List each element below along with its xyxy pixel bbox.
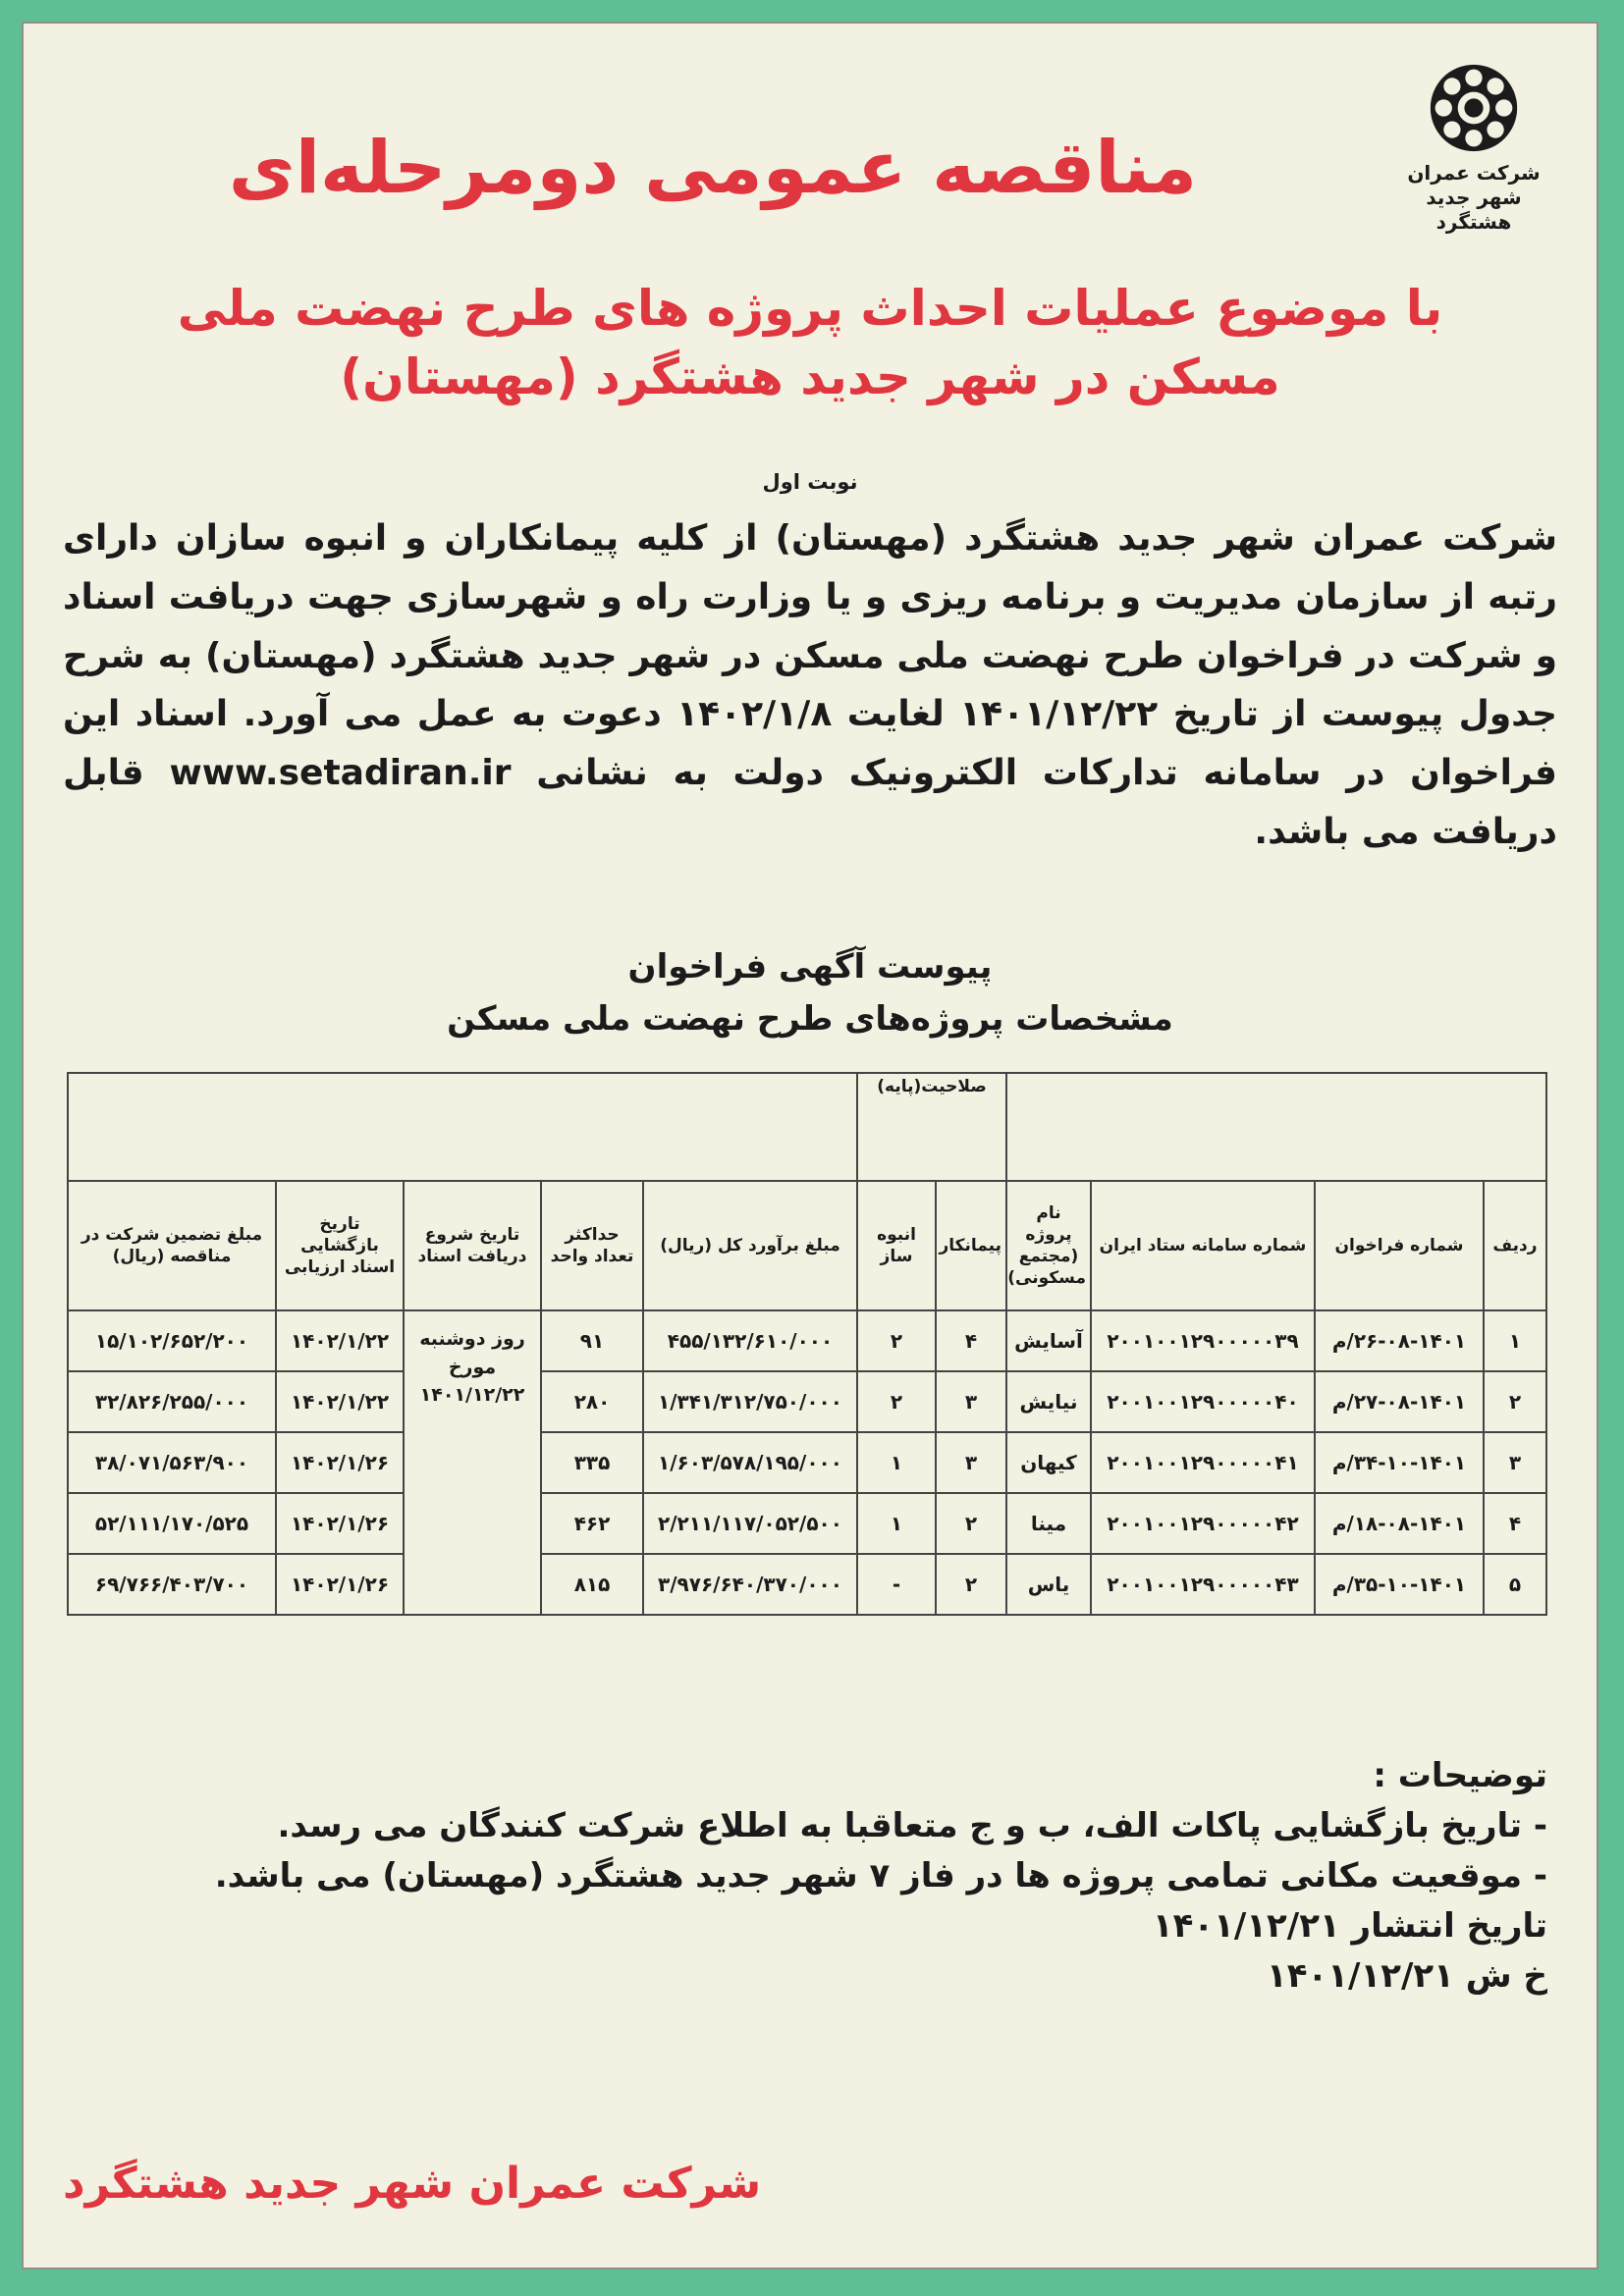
website-link[interactable]: www.setadiran.ir bbox=[169, 753, 512, 793]
estimate-amount: ۴۵۵/۱۳۲/۶۱۰/۰۰۰ bbox=[643, 1310, 857, 1371]
opening-date: ۱۴۰۲/۱/۲۶ bbox=[276, 1432, 404, 1493]
table-row bbox=[68, 1493, 1546, 1554]
annex-heading bbox=[24, 941, 1597, 1044]
qualification-group-header: صلاحیت(پایه) bbox=[857, 1073, 1006, 1181]
header-spacer bbox=[1006, 1073, 1546, 1181]
row-no: ۵ bbox=[1484, 1554, 1546, 1615]
body-tail: قابل دریافت می باشد. bbox=[63, 753, 1557, 852]
projects-table bbox=[67, 1072, 1547, 1616]
note-item: - تاریخ بازگشایی پاکات الف، ب و ج متعاقبا به اطلاع شرکت کنندگان می رسد. bbox=[277, 1806, 1547, 1845]
estimate-amount: ۲/۲۱۱/۱۱۷/۰۵۲/۵۰۰ bbox=[643, 1493, 857, 1554]
developer-grade: ۱ bbox=[857, 1432, 936, 1493]
row-no: ۱ bbox=[1484, 1310, 1546, 1371]
developer-grade: - bbox=[857, 1554, 936, 1615]
contractor-grade: ۴ bbox=[936, 1310, 1006, 1371]
contractor-grade: ۳ bbox=[936, 1432, 1006, 1493]
col-contractor: پیمانکار bbox=[936, 1181, 1006, 1310]
notice-page bbox=[22, 22, 1598, 2269]
subtitle-line-1: با موضوع عملیات احداث پروژه های طرح نهضت ملی bbox=[177, 280, 1443, 337]
col-guarantee: مبلغ تضمین شرکت در مناقصه (ریال) bbox=[68, 1181, 276, 1310]
guarantee-amount: ۶۹/۷۶۶/۴۰۳/۷۰۰ bbox=[68, 1554, 276, 1615]
call-no: ۲۷-۰۸-۱۴۰۱/م bbox=[1315, 1371, 1484, 1432]
round-label: نوبت اول bbox=[762, 470, 858, 494]
call-no: ۱۸-۰۸-۱۴۰۱/م bbox=[1315, 1493, 1484, 1554]
col-estimate: مبلغ برآورد کل (ریال) bbox=[643, 1181, 857, 1310]
col-project: نام پروژه (مجتمع مسکونی) bbox=[1006, 1181, 1091, 1310]
estimate-amount: ۱/۳۴۱/۳۱۲/۷۵۰/۰۰۰ bbox=[643, 1371, 857, 1432]
setad-no: ۲۰۰۱۰۰۱۲۹۰۰۰۰۰۴۲ bbox=[1091, 1493, 1315, 1554]
company-signature: شرکت عمران شهر جدید هشتگرد bbox=[63, 2159, 762, 2209]
developer-grade: ۲ bbox=[857, 1371, 936, 1432]
project-name: مینا bbox=[1006, 1493, 1091, 1554]
call-no: ۳۵-۱۰-۱۴۰۱/م bbox=[1315, 1554, 1484, 1615]
header-spacer bbox=[68, 1073, 857, 1181]
opening-date: ۱۴۰۲/۱/۲۲ bbox=[276, 1371, 404, 1432]
estimate-amount: ۱/۶۰۳/۵۷۸/۱۹۵/۰۰۰ bbox=[643, 1432, 857, 1493]
col-start-date: تاریخ شروع دریافت اسناد bbox=[404, 1181, 541, 1310]
project-name: آسایش bbox=[1006, 1310, 1091, 1371]
opening-date: ۱۴۰۲/۱/۲۶ bbox=[276, 1554, 404, 1615]
reference-number: خ ش ۱۴۰۱/۱۲/۲۱ bbox=[1267, 1956, 1547, 1996]
row-no: ۴ bbox=[1484, 1493, 1546, 1554]
annex-subtitle: مشخصات پروژه‌های طرح نهضت ملی مسکن bbox=[447, 998, 1173, 1039]
guarantee-amount: ۳۸/۰۷۱/۵۶۳/۹۰۰ bbox=[68, 1432, 276, 1493]
row-no: ۳ bbox=[1484, 1432, 1546, 1493]
table-row bbox=[68, 1371, 1546, 1432]
project-name: یاس bbox=[1006, 1554, 1091, 1615]
max-units: ۳۳۵ bbox=[541, 1432, 643, 1493]
col-developer: انبوه ساز bbox=[857, 1181, 936, 1310]
table-row bbox=[68, 1554, 1546, 1615]
developer-grade: ۲ bbox=[857, 1310, 936, 1371]
guarantee-amount: ۳۲/۸۲۶/۲۵۵/۰۰۰ bbox=[68, 1371, 276, 1432]
col-max-units: حداکثر تعداد واحد bbox=[541, 1181, 643, 1310]
contractor-grade: ۳ bbox=[936, 1371, 1006, 1432]
subtitle-line-2: مسکن در شهر جدید هشتگرد (مهستان) bbox=[340, 348, 1280, 405]
contractor-grade: ۲ bbox=[936, 1554, 1006, 1615]
max-units: ۹۱ bbox=[541, 1310, 643, 1371]
publish-date: تاریخ انتشار ۱۴۰۱/۱۲/۲۱ bbox=[1152, 1906, 1547, 1946]
developer-grade: ۱ bbox=[857, 1493, 936, 1554]
max-units: ۴۶۲ bbox=[541, 1493, 643, 1554]
opening-date: ۱۴۰۲/۱/۲۲ bbox=[276, 1310, 404, 1371]
setad-no: ۲۰۰۱۰۰۱۲۹۰۰۰۰۰۳۹ bbox=[1091, 1310, 1315, 1371]
page-title: مناقصه عمومی دومرحله‌ای bbox=[228, 126, 1198, 210]
company-logo bbox=[1400, 61, 1547, 235]
max-units: ۲۸۰ bbox=[541, 1371, 643, 1432]
body-paragraph bbox=[63, 509, 1557, 862]
company-emblem-icon bbox=[1427, 61, 1521, 155]
logo-line-1: شرکت عمران bbox=[1407, 161, 1541, 185]
note-item: - موقعیت مکانی تمامی پروژه ها در فاز ۷ شهر جدید هشتگرد (مهستان) می باشد. bbox=[214, 1856, 1547, 1896]
call-no: ۳۴-۱۰-۱۴۰۱/م bbox=[1315, 1432, 1484, 1493]
guarantee-amount: ۱۵/۱۰۲/۶۵۲/۲۰۰ bbox=[68, 1310, 276, 1371]
table-row bbox=[68, 1432, 1546, 1493]
body-text: شرکت عمران شهر جدید هشتگرد (مهستان) از کلیه پیمانکاران و انبوه سازان دارای رتبه از سازمان مدیریت و برنامه ریزی و یا وزارت راه و شهرسازی جهت دریافت اسناد و شرکت در فراخوان طرح نهضت ملی مسکن در شهر جدید هشتگرد (مهستان) به شرح جدول پیوست از تاریخ ۱۴۰۱/۱۲/۲۲ لغایت ۱۴۰۲/۱/۸ دعوت به عمل می آورد. اسناد این فراخوان در سامانه تدارکات الکترونیک دولت به نشانی bbox=[63, 518, 1557, 793]
opening-date: ۱۴۰۲/۱/۲۶ bbox=[276, 1493, 404, 1554]
col-opening-date: تاریخ بازگشایی اسناد ارزیابی bbox=[276, 1181, 404, 1310]
subtitle bbox=[63, 274, 1557, 411]
table-row bbox=[68, 1310, 1546, 1371]
notes-title: توضیحات : bbox=[1373, 1756, 1547, 1795]
contractor-grade: ۲ bbox=[936, 1493, 1006, 1554]
estimate-amount: ۳/۹۷۶/۶۴۰/۳۷۰/۰۰۰ bbox=[643, 1554, 857, 1615]
notes-section bbox=[75, 1751, 1547, 2002]
col-call-no: شماره فراخوان bbox=[1315, 1181, 1484, 1310]
col-row-no: ردیف bbox=[1484, 1181, 1546, 1310]
setad-no: ۲۰۰۱۰۰۱۲۹۰۰۰۰۰۴۱ bbox=[1091, 1432, 1315, 1493]
annex-title: پیوست آگهی فراخوان bbox=[627, 947, 993, 987]
start-date-cell: روز دوشنبه مورخ ۱۴۰۱/۱۲/۲۲ bbox=[404, 1310, 541, 1615]
col-setad-no: شماره سامانه ستاد ایران bbox=[1091, 1181, 1315, 1310]
project-name: کیهان bbox=[1006, 1432, 1091, 1493]
project-name: نیایش bbox=[1006, 1371, 1091, 1432]
setad-no: ۲۰۰۱۰۰۱۲۹۰۰۰۰۰۴۰ bbox=[1091, 1371, 1315, 1432]
call-no: ۲۶-۰۸-۱۴۰۱/م bbox=[1315, 1310, 1484, 1371]
row-no: ۲ bbox=[1484, 1371, 1546, 1432]
setad-no: ۲۰۰۱۰۰۱۲۹۰۰۰۰۰۴۳ bbox=[1091, 1554, 1315, 1615]
max-units: ۸۱۵ bbox=[541, 1554, 643, 1615]
guarantee-amount: ۵۲/۱۱۱/۱۷۰/۵۲۵ bbox=[68, 1493, 276, 1554]
logo-line-2: شهر جدید هشتگرد bbox=[1426, 186, 1522, 234]
